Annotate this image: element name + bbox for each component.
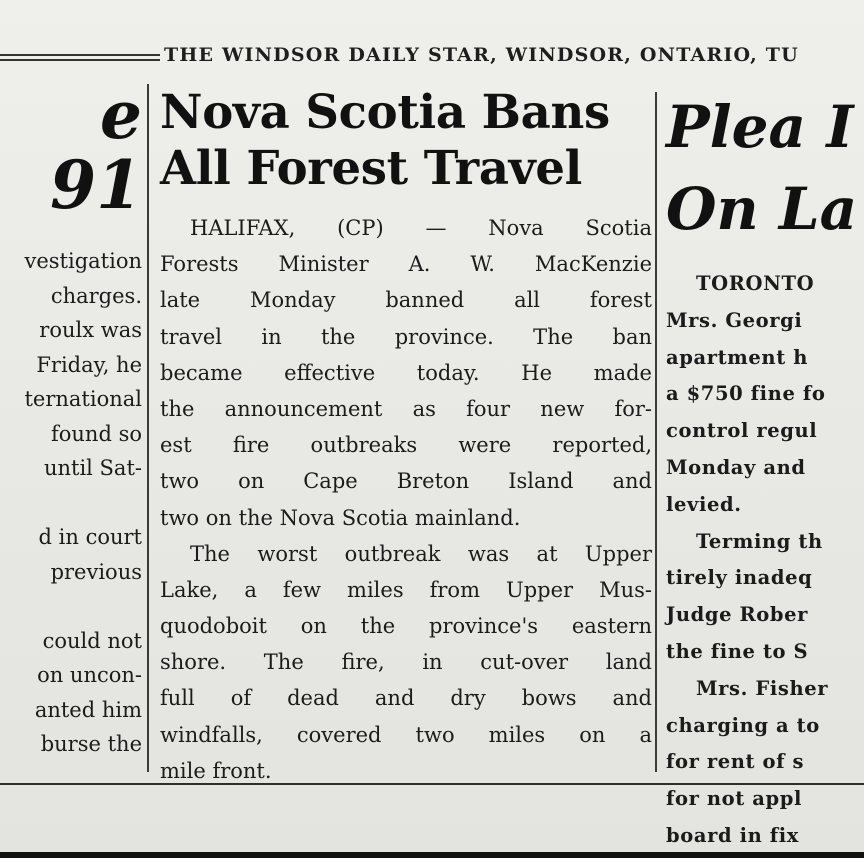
body-line (160, 717, 652, 753)
body-line: Friday, he (36, 352, 142, 377)
body-line-text: travel in the province. The ban (160, 324, 652, 349)
body-line: a $750 fine fo (666, 382, 826, 406)
body-line: anted him (34, 697, 142, 722)
body-line (160, 572, 652, 608)
body-line-text: shore. The fire, in cut-over land (160, 650, 652, 675)
body-line: charging a to (666, 713, 820, 737)
left-headline-line: e (100, 76, 142, 154)
body-line (160, 246, 652, 282)
body-line: could not (42, 628, 142, 653)
column-rule-left (147, 84, 149, 772)
body-line: tirely inadeq (666, 566, 813, 590)
body-line: for not appl (666, 787, 802, 811)
body-line (160, 608, 652, 644)
body-line: vestigation (24, 249, 142, 273)
body-line-text: Forests Minister A. W. MacKenzie (160, 252, 652, 277)
body-line-text: the announcement as four new for- (160, 396, 652, 421)
body-line: apartment h (666, 345, 808, 369)
body-line-text: est fire outbreaks were reported, (160, 433, 652, 458)
right-headline (666, 86, 864, 250)
center-headline (160, 84, 652, 196)
body-line-text: HALIFAX, (CP) — Nova Scotia (190, 216, 652, 240)
right-article (666, 86, 864, 855)
body-line (160, 210, 652, 246)
left-article-body (0, 244, 142, 762)
body-line: TORONTO (696, 272, 815, 295)
body-line-text: two on the Nova Scotia mainland. (160, 505, 521, 530)
body-line: for rent of s (666, 750, 805, 774)
body-line-text: quodoboit on the province's eastern (160, 614, 652, 639)
bottom-rule (0, 783, 864, 785)
body-line: burse the (40, 732, 142, 756)
left-headline (0, 76, 142, 224)
left-article (0, 76, 142, 762)
body-line (0, 486, 142, 521)
right-headline-line: Plea I (666, 93, 854, 161)
body-line-text: The worst outbreak was at Upper (190, 541, 652, 566)
right-headline-line: On La (666, 175, 858, 243)
column-rule-right (655, 92, 657, 772)
body-line-text: windfalls, covered two miles on a (160, 722, 652, 747)
body-line: control regul (666, 419, 818, 443)
body-line: found so (50, 421, 142, 446)
body-line: board in fix (666, 823, 799, 847)
masthead: THE WINDSOR DAILY STAR, WINDSOR, ONTARIO, TU (164, 44, 799, 66)
body-line (160, 319, 652, 355)
body-line: Mrs. Georgi (666, 308, 803, 332)
body-line-text: two on Cape Breton Island and (160, 469, 652, 494)
body-line: roulx was (39, 318, 142, 342)
body-line: Monday and (666, 455, 806, 479)
body-line: levied. (666, 492, 742, 516)
body-line (160, 500, 652, 536)
body-line: until Sat- (43, 456, 142, 480)
left-headline-line: 91 (50, 146, 142, 224)
center-article-body (160, 210, 652, 789)
body-line: Mrs. Fisher (696, 676, 829, 700)
body-line: on uncon- (37, 663, 142, 687)
masthead-rule (0, 54, 160, 61)
body-line: the fine to S (666, 639, 809, 663)
center-headline-line: All Forest Travel (160, 140, 583, 195)
body-line (160, 680, 652, 716)
body-line (160, 355, 652, 391)
body-line: ternational (24, 387, 142, 411)
body-line (160, 282, 652, 318)
body-line (0, 589, 142, 624)
body-line (160, 391, 652, 427)
body-line-text: full of dead and dry bows and (160, 686, 652, 711)
body-line-text: became effective today. He made (160, 360, 652, 385)
body-line (160, 427, 652, 463)
body-line (160, 644, 652, 680)
body-line-text: mile front. (160, 758, 272, 783)
body-line-text: Lake, a few miles from Upper Mus- (160, 577, 652, 602)
body-line: charges. (50, 283, 142, 308)
body-line (160, 536, 652, 572)
body-line: previous (50, 559, 142, 584)
body-line (160, 463, 652, 499)
right-article-body (666, 266, 864, 855)
body-line: Terming th (696, 529, 823, 553)
center-article (160, 84, 652, 789)
body-line-text: late Monday banned all forest (160, 288, 652, 313)
body-line: d in court (38, 525, 142, 549)
body-line: Judge Rober (666, 603, 808, 627)
bottom-edge (0, 852, 864, 858)
center-headline-line: Nova Scotia Bans (160, 84, 610, 139)
